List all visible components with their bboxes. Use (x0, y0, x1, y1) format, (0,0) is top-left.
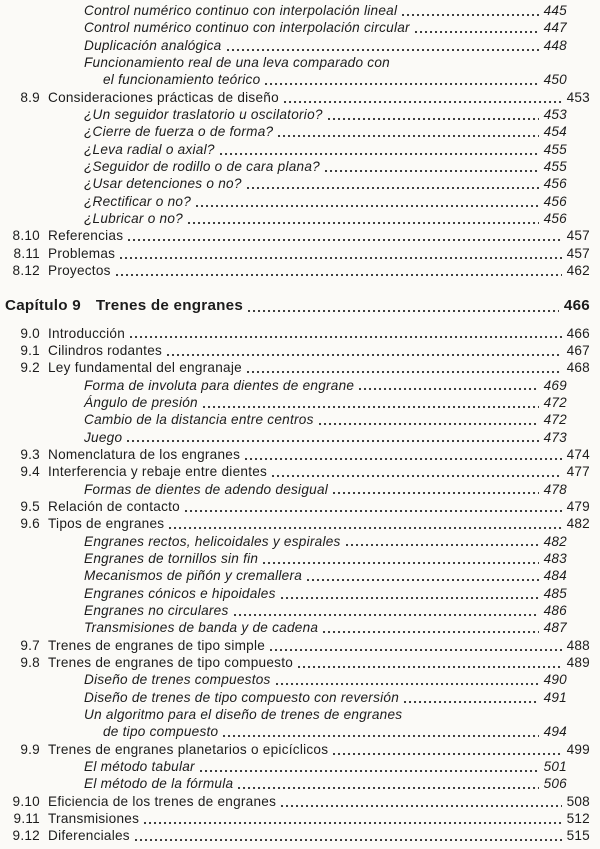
page-number: 456 (543, 211, 567, 227)
page-number: 487 (543, 620, 567, 636)
page-number: 472 (543, 412, 567, 428)
dot-leader (284, 101, 562, 103)
toc-entry (0, 158, 567, 175)
page-number: 512 (566, 811, 590, 827)
section-number: 9.1 (20, 342, 40, 358)
entry-title: Juego (84, 429, 123, 445)
entry-title: El método tabular (84, 759, 195, 775)
section-number: 9.0 (20, 325, 40, 341)
toc-entry (0, 2, 567, 19)
entry-title: Engranes no circulares (84, 603, 229, 618)
toc-entry (0, 758, 567, 775)
toc-entry (0, 689, 567, 706)
page-number: 479 (566, 498, 590, 514)
toc-entry (0, 325, 590, 342)
toc-entry (0, 141, 567, 158)
toc-entry (0, 619, 567, 636)
entry-title: Introducción (48, 325, 126, 341)
dot-leader (227, 49, 539, 51)
entry-title: ¿Cierre de fuerza o de forma? (84, 124, 274, 140)
section-number: 9.9 (20, 741, 40, 757)
dot-leader (272, 475, 561, 477)
page-number: 455 (543, 141, 567, 157)
toc-entry (0, 446, 590, 463)
section-number: 9.10 (12, 793, 40, 809)
page-number: 453 (566, 89, 590, 105)
entry-title: ¿Seguidor de rodillo o de cara plana? (84, 159, 320, 175)
dot-leader (169, 527, 561, 529)
dot-leader (188, 222, 539, 224)
entry-title: Diseño de trenes compuestos (84, 672, 271, 688)
entry-title: Interferencia y rebaje entre dientes (48, 464, 268, 480)
toc-entry (0, 481, 567, 498)
entry-title: Proyectos (48, 263, 111, 279)
entry-title: ¿Lubricar o no? (84, 211, 183, 227)
entry-title: Ángulo de presión (84, 394, 198, 410)
page-number: 457 (566, 228, 590, 244)
chapter-label: Capítulo 9 (5, 296, 81, 314)
entry-title: Mecanismos de piñón y cremallera (84, 568, 303, 584)
dot-leader (196, 205, 539, 207)
dot-leader (404, 701, 539, 703)
dot-leader (333, 492, 539, 494)
page-number: 501 (543, 759, 567, 775)
dot-leader (298, 666, 562, 668)
entry-title: Duplicación analógica (84, 37, 222, 53)
entry-title: Trenes de engranes planetarios o epicíclicos (48, 741, 329, 757)
entry-title: Referencias (48, 228, 124, 244)
page-number: 482 (543, 533, 567, 549)
toc-entry (0, 89, 590, 106)
dot-leader (128, 239, 561, 241)
entry-title: Trenes de engranes de tipo simple (48, 637, 266, 653)
entry-title: Cilindros rodantes (48, 342, 163, 358)
page-number: 466 (563, 296, 590, 314)
toc-entry (0, 585, 567, 602)
page-number: 484 (543, 568, 567, 584)
dot-leader (319, 423, 539, 425)
toc-entry (0, 827, 590, 844)
entry-title: el funcionamiento teórico (103, 72, 261, 88)
entry-title: Un algoritmo para el diseño de trenes de engranes (84, 707, 403, 723)
toc-entry (0, 54, 567, 71)
dot-leader (325, 170, 539, 172)
entry-title: Transmisiones (48, 811, 140, 827)
toc-entry (0, 411, 567, 428)
toc-entry (0, 71, 567, 88)
page-number: 447 (543, 20, 567, 36)
toc-entry (0, 227, 590, 244)
section-number: 9.11 (13, 811, 40, 827)
page-number: 494 (543, 724, 567, 740)
page-number: 491 (543, 689, 567, 705)
page-number: 506 (543, 776, 567, 792)
toc-entry (0, 342, 590, 359)
page-number: 456 (543, 176, 567, 192)
section-number: 8.9 (20, 89, 40, 105)
page-number: 515 (566, 828, 590, 844)
toc-entry (0, 245, 590, 262)
dot-leader (238, 787, 538, 789)
toc-entry (0, 550, 567, 567)
page-number: 445 (543, 3, 567, 18)
section-number: 9.4 (20, 464, 40, 480)
dot-leader (278, 135, 538, 137)
dot-leader (223, 735, 538, 737)
toc-entry (0, 429, 567, 446)
dot-leader (245, 458, 561, 460)
toc-entry (0, 706, 567, 723)
entry-title: Consideraciones prácticas de diseño (48, 89, 279, 105)
entry-title: Cambio de la distancia entre centros (84, 412, 314, 428)
toc-entry (0, 19, 567, 36)
section-number: 9.5 (20, 498, 40, 514)
entry-title: Control numérico continuo con interpolación lineal (84, 3, 398, 18)
entry-title: de tipo compuesto (103, 724, 219, 740)
entry-title: Formas de dientes de adendo desigual (84, 481, 329, 497)
section-number: 9.12 (12, 828, 40, 844)
page-number: 474 (566, 446, 590, 462)
section-number: 8.12 (12, 263, 40, 279)
dot-leader (247, 187, 539, 189)
entry-title: Transmisiones de banda y de cadena (84, 620, 319, 636)
page-number: 508 (566, 793, 590, 809)
toc-entry (0, 394, 567, 411)
entry-title: Funcionamiento real de una leva comparado con (84, 55, 390, 71)
page-number: 467 (566, 342, 590, 358)
page-number: 450 (543, 72, 567, 88)
dot-leader (135, 839, 562, 841)
dot-leader (127, 440, 538, 442)
entry-title: Trenes de engranes de tipo compuesto (48, 655, 294, 671)
dot-leader (265, 83, 538, 85)
page-number: 489 (566, 655, 590, 671)
toc-entry (0, 37, 567, 54)
dot-leader (270, 649, 562, 651)
entry-title: Relación de contacto (48, 498, 180, 514)
dot-leader (120, 257, 561, 259)
entry-title: Tipos de engranes (48, 516, 165, 532)
dot-leader (402, 14, 538, 16)
toc-entry (0, 515, 590, 532)
toc-entry (0, 533, 567, 550)
entry-title: ¿Rectificar o no? (84, 193, 191, 209)
entry-title: Ley fundamental del engranaje (48, 360, 242, 376)
dot-leader (263, 562, 538, 564)
entry-title: ¿Leva radial o axial? (84, 141, 215, 157)
section-number: 9.3 (20, 446, 40, 462)
entry-title: ¿Usar detenciones o no? (84, 176, 242, 192)
toc-entry (0, 654, 590, 671)
toc-entry (0, 377, 567, 394)
page-number: 457 (566, 245, 590, 261)
toc-entry (0, 463, 590, 480)
dot-leader (220, 153, 539, 155)
toc-entry (0, 723, 567, 740)
chapter-title: Trenes de engranes (95, 296, 244, 314)
page-number: 454 (543, 124, 567, 140)
entry-title: Engranes de tornillos sin fin (84, 550, 259, 566)
section-number: 9.7 (20, 637, 40, 653)
chapter-heading (0, 295, 590, 316)
dot-leader (281, 805, 561, 807)
toc-entry (0, 123, 567, 140)
page-number: 466 (566, 325, 590, 341)
page-number: 499 (566, 741, 590, 757)
dot-leader (247, 371, 562, 373)
entry-title: Engranes cónicos e hipoidales (84, 585, 276, 601)
entry-title: Eficiencia de los trenes de engranes (48, 793, 277, 809)
toc-entry (0, 671, 567, 688)
entry-title: Control numérico continuo con interpolación circular (84, 20, 410, 36)
entry-title: Problemas (48, 245, 116, 261)
section-number: 9.2 (20, 360, 40, 376)
dot-leader (276, 683, 539, 685)
toc-entry (0, 775, 567, 792)
toc-entry (0, 741, 590, 758)
dot-leader (116, 274, 562, 276)
section-number: 9.6 (20, 516, 40, 532)
toc-entry (0, 175, 567, 192)
entry-title: Nomenclatura de los engranes (48, 446, 241, 462)
entry-title: Engranes rectos, helicoidales y espirales (84, 533, 341, 549)
toc-entry (0, 262, 590, 279)
toc-entry (0, 359, 590, 376)
dot-leader (281, 597, 539, 599)
dot-leader (248, 310, 559, 312)
toc-entry (0, 210, 567, 227)
page-number: 488 (566, 637, 590, 653)
page-number: 455 (543, 159, 567, 175)
page-number: 473 (543, 429, 567, 445)
page-number: 483 (543, 550, 567, 566)
entry-title: Forma de involuta para dientes de engrane (84, 377, 355, 393)
dot-leader (359, 388, 538, 390)
dot-leader (144, 822, 561, 824)
page-number: 485 (543, 585, 567, 601)
page-number: 490 (543, 672, 567, 688)
page-number: 453 (543, 107, 567, 123)
page-number: 477 (566, 464, 590, 480)
toc-entry (0, 567, 567, 584)
dot-leader (415, 31, 539, 33)
dot-leader (234, 614, 539, 616)
page-number: 469 (543, 377, 567, 393)
toc-entry (0, 810, 590, 827)
page-number: 468 (566, 360, 590, 376)
entry-title: Diseño de trenes de tipo compuesto con reversión (84, 689, 400, 705)
toc-entry (0, 106, 567, 123)
dot-leader (323, 631, 538, 633)
page-number: 448 (543, 37, 567, 53)
toc-entry (0, 193, 567, 210)
entry-title: ¿Un seguidor traslatorio u oscilatorio? (84, 107, 323, 123)
toc-entry (0, 498, 590, 515)
dot-leader (200, 770, 539, 772)
section-number: 9.8 (20, 655, 40, 671)
dot-leader (130, 336, 562, 338)
page-number: 472 (543, 394, 567, 410)
toc-entry (0, 602, 567, 619)
dot-leader (307, 579, 539, 581)
page-number: 462 (566, 263, 590, 279)
section-number: 8.10 (12, 228, 40, 244)
dot-leader (328, 118, 539, 120)
toc-entry (0, 793, 590, 810)
entry-title: El método de la fórmula (84, 776, 234, 792)
dot-leader (346, 544, 539, 546)
page-number: 486 (543, 603, 567, 618)
page-number: 482 (566, 516, 590, 532)
dot-leader (333, 753, 561, 755)
page-number: 478 (543, 481, 567, 497)
page-number: 456 (543, 193, 567, 209)
dot-leader (203, 406, 539, 408)
section-number: 8.11 (13, 245, 40, 261)
entry-title: Diferenciales (48, 828, 130, 844)
dot-leader (167, 354, 562, 356)
dot-leader (185, 510, 562, 512)
toc-entry (0, 637, 590, 654)
